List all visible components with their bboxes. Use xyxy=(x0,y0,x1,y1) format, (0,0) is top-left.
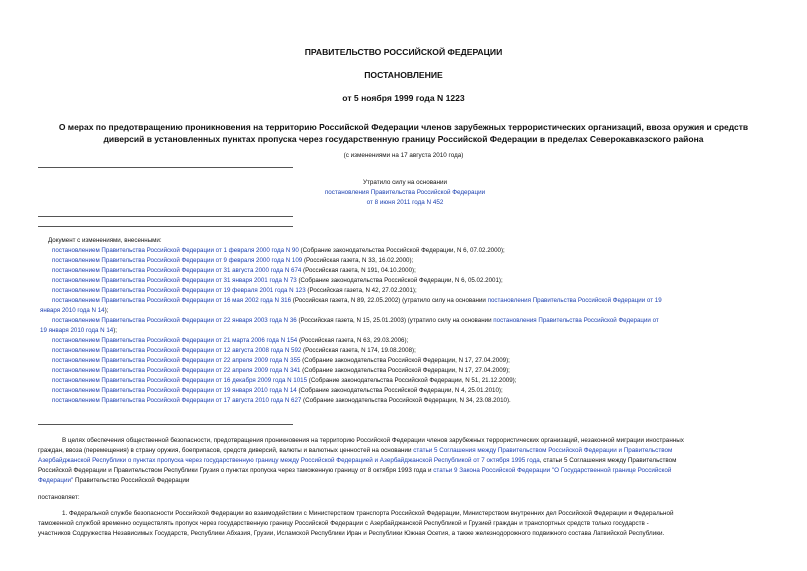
list-item: постановлением Правительства Российской Федерации от 12 августа 2008 года N 592 (Российская газета, N 174, 19.08.2008); xyxy=(52,347,416,354)
amendment-link[interactable]: постановлением Правительства Российской Федерации от 31 августа 2000 года N 674 xyxy=(52,267,302,274)
list-item: постановлением Правительства Российской Федерации от 21 марта 2006 года N 154 (Российская газета, N 63, 29.03.2006); xyxy=(52,337,409,344)
list-item: постановлением Правительства Российской Федерации от 22 января 2003 года N 36 (Российская газета, N 15, 25.01.2003) (утратило силу на основании постановления Правительства Российской Федерации от xyxy=(52,317,659,324)
list-item: постановлением Правительства Российской Федерации от 16 декабря 2009 года N 1015 (Собрание законодательства Российской Федерации, N 51, 21.12.2009); xyxy=(52,377,517,384)
agreement-azerbaijan-link[interactable]: статьи 5 Соглашения между Правительством Российской Федерации и Правительством xyxy=(413,447,673,455)
repeal-status-text: Утратило силу на основании xyxy=(362,179,448,186)
amendment-link[interactable]: постановлением Правительства Российской Федерации от 31 января 2001 года N 73 xyxy=(52,277,297,284)
list-item: постановлением Правительства Российской Федерации от 31 января 2001 года N 73 (Собрание законодательства Российской Федерации, N 6, 05.02.2001); xyxy=(52,277,503,284)
document-type: ПОСТАНОВЛЕНИЕ xyxy=(364,70,443,80)
list-item: постановлением Правительства Российской Федерации от 9 февраля 2000 года N 109 (Российская газета, N 33, 16.02.2000); xyxy=(52,257,414,264)
amendment-link[interactable]: постановлением Правительства Российской Федерации от 21 марта 2006 года N 154 xyxy=(52,337,298,344)
amendment-link[interactable]: постановлением Правительства Российской Федерации от 22 апреля 2009 года N 341 xyxy=(52,367,301,374)
repeal-status-link[interactable]: постановления Правительства Российской Федерации xyxy=(324,189,486,196)
list-item-continuation: 19 января 2010 года N 14); xyxy=(40,327,118,334)
repeal-link[interactable]: постановления Правительства Российской Федерации от 19 xyxy=(487,297,662,304)
amendment-link[interactable]: постановлением Правительства Российской Федерации от 22 апреля 2009 года N 355 xyxy=(52,357,301,364)
amendment-link[interactable]: постановлением Правительства Российской Федерации от 9 февраля 2000 года N 109 xyxy=(52,257,303,264)
title-line-1: О мерах по предотвращению проникновения на территорию Российской Федерации членов зарубежных террористических организаций, ввоза оружия и средств xyxy=(58,122,749,132)
divider xyxy=(38,216,293,217)
repeal-link[interactable]: 19 января 2010 года N 14 xyxy=(40,327,114,334)
amended-note: (с изменениями на 17 августа 2010 года) xyxy=(343,152,464,159)
repeal-status xyxy=(285,178,525,208)
divider xyxy=(38,167,293,168)
repeal-link[interactable]: января 2010 года N 14 xyxy=(40,307,105,314)
divider xyxy=(38,424,293,425)
list-item: постановлением Правительства Российской Федерации от 1 февраля 2000 года N 90 (Собрание законодательства Российской Федерации, N 6, 07.02.2000); xyxy=(52,247,505,254)
amendment-link[interactable]: постановлением Правительства Российской Федерации от 16 декабря 2009 года N 1015 xyxy=(52,377,308,384)
amendment-link[interactable]: постановлением Правительства Российской Федерации от 1 февраля 2000 года N 90 xyxy=(52,247,299,254)
list-item: постановлением Правительства Российской Федерации от 16 мая 2002 года N 316 (Российская газета, N 89, 22.05.2002) (утратило силу на основании постановления Правительства Российской Федерации от 19 xyxy=(52,297,662,304)
amendment-link[interactable]: постановлением Правительства Российской Федерации от 16 мая 2002 года N 316 xyxy=(52,297,292,304)
border-law-link[interactable]: статьи 9 Закона Российской Федерации "О Государственной границе Российской xyxy=(433,467,672,475)
repeal-link[interactable]: постановления Правительства Российской Федерации от xyxy=(493,317,659,324)
document-date-number: от 5 ноября 1999 года N 1223 xyxy=(342,93,465,103)
amendment-link[interactable]: постановлением Правительства Российской Федерации от 22 января 2003 года N 36 xyxy=(52,317,297,324)
amendments-intro: Документ с изменениями, внесенными: xyxy=(48,237,162,244)
list-item: постановлением Правительства Российской Федерации от 22 апреля 2009 года N 341 (Собрание законодательства Российской Федерации, N 17, 27.04.2009); xyxy=(52,367,510,374)
amendment-link[interactable]: постановлением Правительства Российской Федерации от 12 августа 2008 года N 592 xyxy=(52,347,302,354)
government-heading: ПРАВИТЕЛЬСТВО РОССИЙСКОЙ ФЕДЕРАЦИИ xyxy=(304,47,503,57)
decree-word: постановляет: xyxy=(38,494,80,501)
clause-1: 1. Федеральной службе безопасности Российской Федерации во взаимодействии с Министерством транспорта Российской Федерации, Министерством внутренних дел Российской Федерации и Федеральной таможенной службой временно осуществлять пропуск через государственную границу Российской Федерации с Азербайджанской Республикой и Грузией граждан и транспортных средств только государств - участников Содружества Независимых Государств, Республики Абхазия, Грузии, Исламской Республики Иран и Республики Южная Осетия, а также железнодорожного подвижного состава Латвийской Республики. xyxy=(38,510,674,538)
border-law-link-cont[interactable]: Федерации" xyxy=(38,477,74,485)
repeal-status-link-date[interactable]: от 8 июня 2011 года N 452 xyxy=(366,199,444,206)
list-item: постановлением Правительства Российской Федерации от 31 августа 2000 года N 674 (Российская газета, N 191, 04.10.2000); xyxy=(52,267,416,274)
amendments-list xyxy=(40,236,776,406)
list-item: постановлением Правительства Российской Федерации от 17 августа 2010 года N 627 (Собрание законодательства Российской Федерации, N 34, 23.08.2010). xyxy=(52,397,511,404)
list-item-continuation: января 2010 года N 14); xyxy=(40,307,109,314)
document-title xyxy=(30,121,777,145)
title-line-2: диверсий в установленных пунктах пропуска через государственную границу Российской Федерации в пределах Северокавказского района xyxy=(103,134,704,144)
amendment-link[interactable]: постановлением Правительства Российской Федерации от 17 августа 2010 года N 627 xyxy=(52,397,302,404)
agreement-azerbaijan-link-cont[interactable]: Азербайджанской Республики о пунктах пропуска через государственную границу между Российской Федерацией и Азербайджанской Республикой от 7 октября 1995 года xyxy=(38,457,540,465)
amendment-link[interactable]: постановлением Правительства Российской Федерации от 19 января 2010 года N 14 xyxy=(52,387,297,394)
list-item: постановлением Правительства Российской Федерации от 19 февраля 2001 года N 123 (Российская газета, N 42, 27.02.2001); xyxy=(52,287,417,294)
list-item: постановлением Правительства Российской Федерации от 22 апреля 2009 года N 355 (Собрание законодательства Российской Федерации, N 17, 27.04.2009); xyxy=(52,357,510,364)
amendment-link[interactable]: постановлением Правительства Российской Федерации от 19 февраля 2001 года N 123 xyxy=(52,287,306,294)
list-item: постановлением Правительства Российской Федерации от 19 января 2010 года N 14 (Собрание законодательства Российской Федерации, N 4, 25.01.2010); xyxy=(52,387,503,394)
divider xyxy=(38,226,293,227)
preamble-paragraph: В целях обеспечения общественной безопасности, предотвращения проникновения на территорию Российской Федерации членов зарубежных террористических организаций, незаконной миграции иностранных граждан, ввоза (перемещения) в страну оружия, боеприпасов, средств диверсий, валюты и валютных ценностей на основании статьи 5 Соглашения между Правительством Российской Федерации и Правительством Азербайджанской Республики о пунктах пропуска через государственную границу между Российской Федерацией и Азербайджанской Республикой от 7 октября 1995 года, статьи 5 Соглашения между Правительством Российской Федерации и Правительством Республики Грузия о пунктах пропуска через таможенную границу от 8 октября 1993 года и статьи 9 Закона Российской Федерации "О Государственной границе Российской Федерации" Правительство Российской Федерации xyxy=(38,437,684,485)
